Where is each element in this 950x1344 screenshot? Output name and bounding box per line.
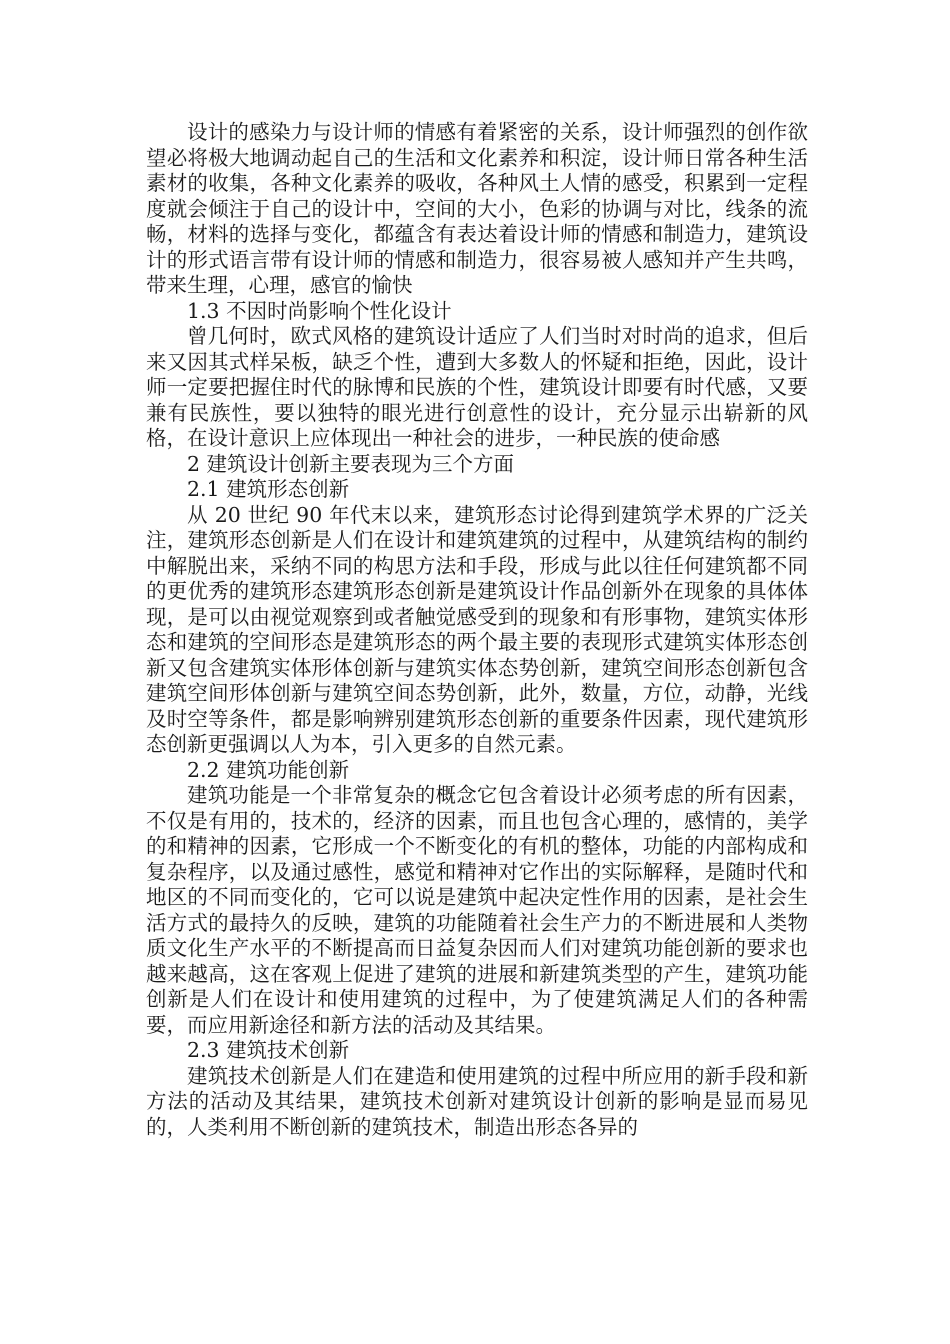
heading-2-3: 2.3 建筑技术创新 [187,1038,350,1062]
document-body [146,120,808,1140]
paragraph-form-innovation: 从 20 世纪 90 年代末以来，建筑形态讨论得到建筑学术界的广泛关注，建筑形态创新是人们在设计和建筑建筑的过程中，从建筑结构的制约中解脱出来，采纳不同的构思方法和手段，形成与此以往任何建筑都不同的更优秀的建筑形态建筑形态创新是建筑设计作品创新外在现象的具体体现，是可以由视觉观察到或者触觉感受到的现象和有形事物，建筑实体形态和建筑的空间形态是建筑形态的两个最主要的表现形式建筑实体形态创新又包含建筑实体形体创新与建筑实体态势创新，建筑空间形态创新包含建筑空间形体创新与建筑空间态势创新，此外，数量，方位，动静，光线及时空等条件，都是影响辨别建筑形态创新的重要条件因素，现代建筑形态创新更强调以人为本，引入更多的自然元素。 [146,502,808,756]
paragraph-fashion-individuality: 曾几何时，欧式风格的建筑设计适应了人们当时对时尚的追求，但后来又因其式样呆板，缺乏个性，遭到大多数人的怀疑和拒绝，因此，设计师一定要把握住时代的脉博和民族的个性，建筑设计即要有时代感，又要兼有民族性，要以独特的眼光进行创意性的设计，充分显示出崭新的风格，在设计意识上应体现出一种社会的进步，一种民族的使命感 [146,324,808,450]
paragraph-function-innovation: 建筑功能是一个非常复杂的概念它包含着设计必须考虑的所有因素，不仅是有用的，技术的，经济的因素，而且也包含心理的，感情的，美学的和精神的因素，它形成一个不断变化的有机的整体，功能的内部构成和复杂程序，以及通过感性，感觉和精神对它作出的实际解释，是随时代和地区的不同而变化的，它可以说是建筑中起决定性作用的因素，是社会生活方式的最持久的反映，建筑的功能随着社会生产力的不断进展和人类物质文化生产水平的不断提高而日益复杂因而人们对建筑功能创新的要求也越来越高，这在客观上促进了建筑的进展和新建筑类型的产生，建筑功能创新是人们在设计和使用建筑的过程中，为了使建筑满足人们的各种需要，而应用新途径和新方法的活动及其结果。 [146,783,808,1037]
paragraph-designer-emotion: 设计的感染力与设计师的情感有着紧密的关系，设计师强烈的创作欲望必将极大地调动起自己的生活和文化素养和积淀，设计师日常各种生活素材的收集，各种文化素养的吸收，各种风土人情的感受，积累到一定程度就会倾注于自己的设计中，空间的大小，色彩的协调与对比，线条的流畅，材料的选择与变化，都蕴含有表达着设计师的情感和制造力，建筑设计的形式语言带有设计师的情感和制造力，很容易被人感知并产生共鸣，带来生理，心理，感官的愉快 [146,120,808,297]
heading-2-1: 2.1 建筑形态创新 [187,477,350,501]
heading-2: 2 建筑设计创新主要表现为三个方面 [187,451,515,476]
paragraph-technology-innovation: 建筑技术创新是人们在建造和使用建筑的过程中所应用的新手段和新方法的活动及其结果，建筑技术创新对建筑设计创新的影响是显而易见的，人类利用不断创新的建筑技术，制造出形态各异的 [146,1063,808,1139]
heading-1-3: 1.3 不因时尚影响个性化设计 [187,298,452,323]
heading-2-2: 2.2 建筑功能创新 [187,757,350,782]
